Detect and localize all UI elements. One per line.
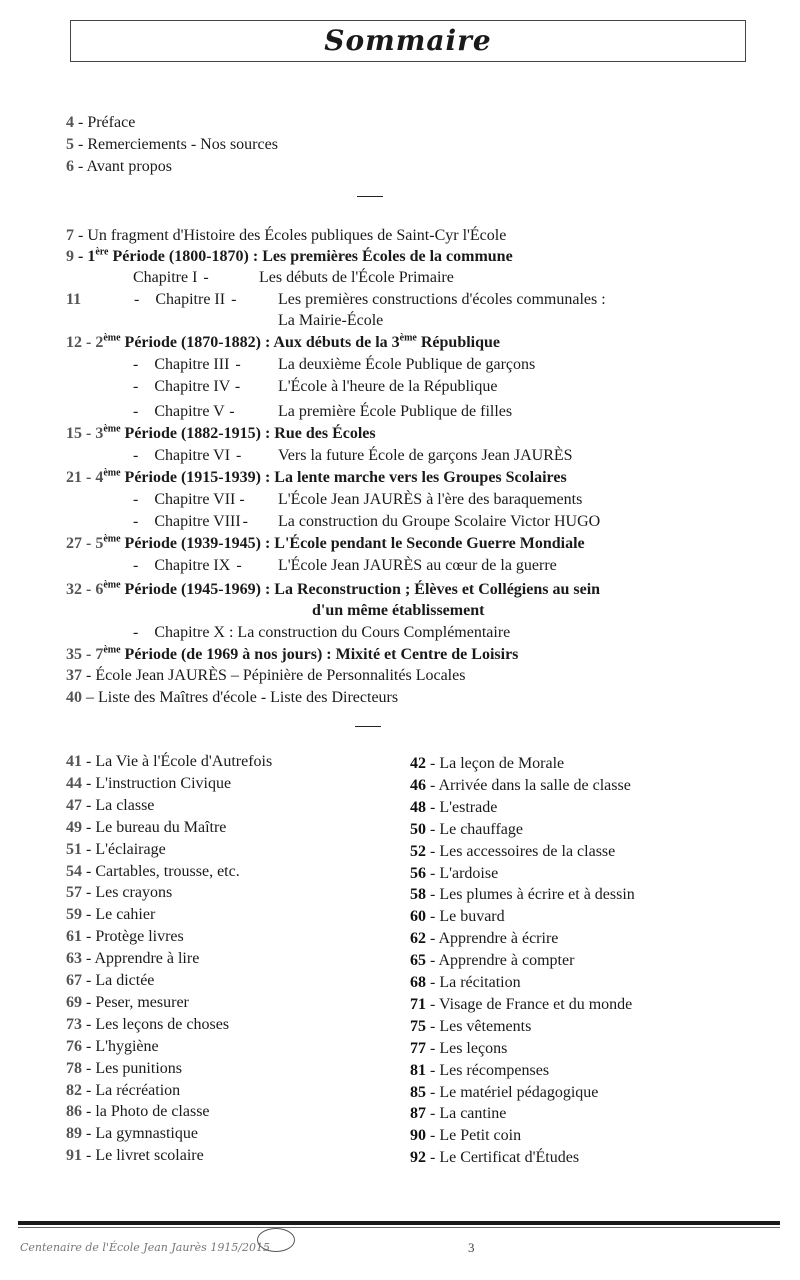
toc-label: Les accessoires de la classe [439, 842, 616, 860]
chapter-separator: - [234, 378, 241, 395]
toc-separator: - [74, 227, 88, 244]
chapter-label: L'École Jean JAURÈS à l'ère des baraquements [278, 491, 583, 508]
toc-label: L'hygiène [95, 1037, 159, 1055]
toc-entry[interactable] [410, 1083, 598, 1103]
toc-label: Le Petit coin [439, 1127, 522, 1145]
toc-separator: - [74, 248, 88, 265]
toc-entry[interactable] [410, 885, 635, 905]
toc-separator: - [426, 952, 439, 970]
chapter-entry[interactable]: - Chapitre VIII - La construction du Groupe Scolaire Victor HUGO [133, 513, 601, 530]
toc-page-number: 91 [66, 1147, 82, 1165]
toc-entry[interactable] [410, 1148, 579, 1168]
toc-entry[interactable] [66, 862, 240, 882]
toc-entry[interactable] [66, 1059, 182, 1079]
period-ordinal: ème [103, 579, 121, 591]
toc-separator: - [426, 995, 440, 1013]
toc-label: Liste des Maîtres d'école - Liste des Directeurs [98, 689, 399, 706]
chapter-separator: - [235, 356, 241, 373]
toc-separator: - [426, 1149, 440, 1167]
toc-separator: - [82, 796, 96, 814]
period-number: 1 [87, 248, 96, 265]
toc-label: Arrivée dans la salle de classe [438, 776, 631, 794]
toc-separator: - [82, 840, 96, 858]
toc-label: Les récompenses [439, 1061, 550, 1079]
toc-page-number: 50 [410, 820, 426, 838]
chapter-label: : La construction du Cours Complémentaire [224, 624, 511, 641]
toc-entry[interactable] [410, 995, 632, 1015]
toc-page-number: 69 [66, 993, 82, 1011]
chapter-entry[interactable]: - Chapitre VII - L'École Jean JAURÈS à l'ère des baraquements [133, 491, 583, 508]
toc-page-number: 11 [66, 291, 82, 308]
toc-separator: - [82, 667, 96, 684]
chapter-label: Les débuts de l'École Primaire [259, 269, 454, 286]
toc-separator: - [82, 1125, 96, 1143]
period-label: Période (1870-1882) : Aux débuts de la 3 [120, 334, 400, 351]
toc-entry[interactable] [66, 226, 506, 246]
toc-page-number: 61 [66, 928, 82, 946]
toc-label: La Vie à l'École d'Autrefois [95, 753, 273, 770]
toc-label: la Photo de classe [95, 1103, 210, 1121]
toc-label: La récitation [439, 974, 521, 991]
chapter-separator: - [236, 557, 242, 574]
toc-label: Apprendre à écrire [438, 930, 559, 948]
toc-entry[interactable] [66, 1124, 198, 1144]
toc-label: Le Certificat d'Études [439, 1149, 580, 1167]
toc-entry[interactable] [66, 1015, 229, 1035]
chapter-label: L'École Jean JAURÈS au cœur de la guerre [278, 557, 557, 574]
toc-label: Apprendre à compter [438, 952, 575, 970]
section-divider [357, 196, 383, 197]
toc-entry[interactable] [66, 752, 272, 772]
section-divider [355, 726, 381, 727]
chapter-label: La construction du Groupe Scolaire Victor HUGO [278, 513, 601, 530]
toc-page-number: 59 [66, 906, 82, 924]
period-entry[interactable] [66, 534, 585, 554]
toc-label: Le chauffage [439, 820, 523, 838]
toc-page-number: 32 - 6 [66, 581, 104, 598]
toc-page-number: 47 [66, 796, 82, 814]
period-label-continued: d'un même établissement [312, 602, 485, 619]
period-ordinal: ème [103, 423, 121, 435]
toc-page-number: 57 [66, 884, 82, 902]
toc-page-number: 21 - 4 [66, 469, 104, 486]
period-ordinal: ème [103, 533, 121, 545]
toc-page-number: 68 [410, 974, 426, 991]
toc-page-number: 51 [66, 840, 82, 858]
period-label-end: République [416, 334, 501, 351]
toc-entry[interactable] [410, 754, 564, 774]
chapter-number: Chapitre I [133, 269, 198, 286]
chapter-number: Chapitre V [154, 403, 224, 420]
toc-entry[interactable] [410, 929, 558, 949]
chapter-entry[interactable]: - Chapitre X : La construction du Cours Complémentaire [133, 624, 511, 641]
toc-page-number: 67 [66, 972, 82, 989]
period-entry[interactable] [66, 247, 513, 267]
toc-separator: - [426, 1083, 440, 1101]
toc-separator: - [74, 114, 88, 131]
toc-separator: - [74, 158, 87, 175]
toc-page-number: 42 [410, 755, 426, 772]
toc-entry[interactable] [66, 818, 226, 838]
toc-entry[interactable] [410, 1104, 506, 1124]
toc-page-number: 86 [66, 1103, 82, 1121]
toc-label: Un fragment d'Histoire des Écoles publiques de Saint-Cyr l'École [87, 227, 507, 244]
period-entry[interactable] [66, 580, 600, 600]
chapter-entry[interactable]: - Chapitre VI - Vers la future École de garçons Jean JAURÈS [133, 447, 573, 464]
toc-label: Le cahier [95, 906, 156, 924]
toc-label: Protège livres [95, 928, 184, 946]
toc-entry[interactable] [410, 951, 574, 971]
chapter-separator: - [242, 513, 248, 530]
toc-separator: - [426, 1039, 440, 1057]
toc-page-number: 76 [66, 1037, 82, 1055]
toc-label: La dictée [95, 972, 155, 989]
republic-ordinal: ème [399, 332, 417, 344]
toc-separator: - [82, 774, 96, 792]
toc-page-number: 92 [410, 1149, 426, 1167]
school-logo-icon [257, 1228, 295, 1252]
toc-separator: - [82, 1147, 96, 1165]
period-entry[interactable] [66, 645, 518, 665]
toc-entry[interactable] [410, 864, 498, 884]
toc-page-number: 60 [410, 908, 426, 926]
chapter-label-continued: La Mairie-École [278, 312, 384, 329]
toc-page-number: 71 [410, 995, 426, 1013]
toc-label: Apprendre à lire [94, 950, 200, 968]
toc-entry[interactable] [410, 820, 523, 840]
toc-separator: - [82, 1103, 96, 1121]
toc-entry[interactable] [66, 113, 135, 133]
toc-entry[interactable] [410, 1039, 507, 1059]
toc-label: École Jean JAURÈS – Pépinière de Personnalités Locales [95, 667, 466, 684]
toc-entry[interactable] [410, 776, 631, 796]
toc-page-number: 5 [66, 136, 74, 153]
chapter-entry[interactable]: 11 - Chapitre II - Les premières constructions d'écoles communales : [66, 291, 606, 308]
chapter-number: Chapitre VI [154, 447, 231, 464]
toc-separator: - [426, 886, 440, 904]
toc-label: Visage de France et du monde [439, 995, 633, 1013]
period-ordinal: ère [95, 246, 109, 258]
toc-separator: - [82, 818, 96, 836]
chapter-separator: - [229, 403, 235, 420]
chapter-label: La deuxième École Publique de garçons [278, 356, 536, 373]
chapter-number: Chapitre IV [154, 378, 229, 395]
toc-entry[interactable] [66, 1146, 204, 1166]
toc-separator: - [426, 798, 440, 816]
toc-separator: - [426, 820, 440, 838]
period-label: Période (1800-1870) : Les premières Écoles de la commune [108, 248, 513, 265]
toc-entry[interactable] [410, 1061, 549, 1081]
period-label: Période (1939-1945) : L'École pendant le Seconde Guerre Mondiale [120, 535, 585, 552]
toc-label: La leçon de Morale [439, 755, 565, 772]
toc-page-number: 77 [410, 1039, 426, 1057]
footer-rule [18, 1221, 780, 1225]
chapter-entry[interactable]: - Chapitre IV - L'École à l'heure de la République [133, 378, 498, 395]
toc-label: Cartables, trousse, etc. [95, 862, 240, 880]
toc-page-number: 7 [66, 227, 74, 244]
period-label: Période (1882-1915) : Rue des Écoles [120, 425, 376, 442]
toc-separator: - [426, 1061, 440, 1079]
toc-separator: - [426, 755, 440, 772]
toc-label: Les plumes à écrire et à dessin [439, 886, 635, 904]
toc-separator: - [82, 862, 96, 880]
toc-separator: - [82, 1081, 96, 1099]
toc-label: Les vêtements [439, 1017, 532, 1035]
toc-page-number: 52 [410, 842, 426, 860]
toc-label: Avant propos [86, 158, 172, 175]
chapter-entry[interactable]: - Chapitre III - La deuxième École Publique de garçons [133, 356, 536, 373]
toc-label: La gymnastique [95, 1125, 198, 1143]
toc-label: La classe [95, 796, 155, 814]
chapter-label: Vers la future École de garçons Jean JAURÈS [278, 447, 573, 464]
toc-label: La récréation [95, 1081, 181, 1099]
toc-separator: – [82, 689, 98, 706]
toc-label: L'instruction Civique [95, 774, 232, 792]
toc-entry[interactable] [410, 1126, 521, 1146]
toc-page-number: 35 - 7 [66, 646, 104, 663]
toc-separator: - [426, 864, 440, 882]
toc-page-number: 27 - 5 [66, 535, 104, 552]
toc-separator: - [426, 1105, 440, 1123]
period-ordinal: ème [103, 644, 121, 656]
period-label: Période (1915-1939) : La lente marche vers les Groupes Scolaires [120, 469, 567, 486]
toc-page-number: 40 [66, 689, 82, 706]
toc-entry[interactable] [66, 774, 231, 794]
toc-entry[interactable] [410, 798, 497, 818]
toc-separator: - [82, 1015, 96, 1033]
toc-entry[interactable] [66, 905, 155, 925]
period-entry[interactable] [66, 424, 376, 444]
toc-page-number: 82 [66, 1081, 82, 1099]
toc-page-number: 44 [66, 774, 82, 792]
toc-separator: - [426, 908, 440, 926]
chapter-number: Chapitre IX [154, 557, 231, 574]
footer-rule-thin [18, 1227, 780, 1228]
toc-label: Le bureau du Maître [95, 818, 227, 836]
chapter-entry[interactable] [133, 268, 454, 288]
chapter-number: Chapitre X [154, 624, 225, 641]
toc-entry[interactable] [66, 927, 184, 947]
chapter-number: Chapitre VIII [154, 513, 241, 530]
toc-label: L'éclairage [95, 840, 166, 858]
toc-separator: - [74, 136, 88, 153]
toc-entry[interactable] [410, 842, 615, 862]
chapter-number: Chapitre VII [154, 491, 236, 508]
toc-entry[interactable] [66, 157, 172, 177]
toc-page-number: 89 [66, 1125, 82, 1143]
toc-label: L'ardoise [439, 864, 499, 882]
toc-page-number: 87 [410, 1105, 426, 1123]
toc-separator: - [426, 776, 439, 794]
toc-page-number: 41 [66, 753, 82, 770]
toc-separator: - [82, 1037, 96, 1055]
toc-page-number: 81 [410, 1061, 426, 1079]
toc-separator: - [82, 906, 96, 924]
period-entry[interactable] [66, 333, 500, 353]
chapter-entry[interactable]: - Chapitre V - La première École Publique de filles [133, 403, 513, 420]
toc-page-number: 37 [66, 667, 82, 684]
toc-label: Le matériel pédagogique [439, 1083, 599, 1101]
chapter-label: La première École Publique de filles [278, 403, 513, 420]
toc-page-number: 12 - 2 [66, 334, 104, 351]
footer-title: Centenaire de l'École Jean Jaurès 1915/2015 [20, 1241, 271, 1254]
toc-page-number: 6 [66, 158, 74, 175]
toc-separator: - [82, 950, 95, 968]
chapter-label: L'École à l'heure de la République [278, 378, 498, 395]
toc-page-number: 73 [66, 1015, 82, 1033]
period-entry[interactable] [66, 468, 567, 488]
chapter-separator: - [239, 491, 245, 508]
chapter-number: Chapitre III [154, 356, 230, 373]
chapter-separator: - [231, 291, 237, 308]
toc-separator: - [82, 928, 96, 946]
toc-label: La cantine [439, 1105, 507, 1123]
toc-entry[interactable] [66, 883, 172, 903]
period-ordinal: ème [103, 467, 121, 479]
toc-separator: - [82, 884, 96, 902]
chapter-separator: - [203, 269, 209, 286]
toc-label: Le buvard [439, 908, 505, 926]
toc-separator: - [82, 753, 96, 770]
toc-entry[interactable] [66, 949, 199, 969]
toc-label: Les leçons de choses [95, 1015, 230, 1033]
toc-page-number: 65 [410, 952, 426, 970]
toc-entry[interactable] [410, 907, 505, 927]
toc-separator: - [426, 842, 440, 860]
toc-entry[interactable] [66, 688, 398, 708]
toc-entry[interactable] [66, 1037, 159, 1057]
toc-entry[interactable] [410, 973, 521, 993]
toc-separator: - [426, 1017, 440, 1035]
toc-page-number: 49 [66, 818, 82, 836]
toc-separator: - [426, 974, 440, 991]
toc-page-number: 48 [410, 798, 426, 816]
toc-page-number: 4 [66, 114, 74, 131]
toc-page-number: 90 [410, 1127, 426, 1145]
toc-separator: - [82, 993, 96, 1011]
toc-label: Les leçons [439, 1039, 508, 1057]
title-box [70, 20, 746, 62]
period-ordinal: ème [103, 332, 121, 344]
toc-entry[interactable] [66, 1102, 210, 1122]
toc-page-number: 62 [410, 930, 426, 948]
toc-entry[interactable] [66, 135, 278, 155]
toc-entry[interactable] [66, 666, 465, 686]
chapter-entry[interactable]: - Chapitre IX - L'École Jean JAURÈS au cœur de la guerre [133, 557, 557, 574]
toc-label: L'estrade [439, 798, 498, 816]
toc-label: Le livret scolaire [95, 1147, 204, 1165]
toc-label: Remerciements - Nos sources [87, 136, 278, 153]
toc-entry[interactable] [66, 796, 154, 816]
chapter-number: Chapitre II [155, 291, 226, 308]
toc-separator: - [426, 930, 439, 948]
toc-page-number: 63 [66, 950, 82, 968]
toc-entry[interactable] [66, 840, 166, 860]
toc-page-number: 56 [410, 864, 426, 882]
page-title: Sommaire [324, 24, 492, 57]
period-label: Période (de 1969 à nos jours) : Mixité et Centre de Loisirs [120, 646, 519, 663]
toc-page-number: 85 [410, 1083, 426, 1101]
page-number: 3 [468, 1240, 475, 1255]
toc-page-number: 46 [410, 776, 426, 794]
toc-page-number: 9 [66, 248, 74, 265]
toc-label: Peser, mesurer [95, 993, 189, 1011]
toc-label: Préface [87, 114, 136, 131]
chapter-label: Les premières constructions d'écoles communales : [278, 291, 606, 308]
toc-label: Les punitions [95, 1059, 182, 1077]
chapter-separator: - [236, 447, 242, 464]
toc-entry[interactable] [410, 1017, 531, 1037]
toc-page-number: 54 [66, 862, 82, 880]
toc-separator: - [426, 1127, 440, 1145]
toc-separator: - [82, 972, 96, 989]
toc-entry[interactable] [66, 1081, 180, 1101]
toc-label: Les crayons [95, 884, 173, 902]
toc-entry[interactable] [66, 993, 189, 1013]
toc-page-number: 78 [66, 1059, 82, 1077]
toc-page-number: 58 [410, 886, 426, 904]
toc-page-number: 75 [410, 1017, 426, 1035]
toc-separator: - [82, 1059, 96, 1077]
toc-entry[interactable] [66, 971, 154, 991]
period-label: Période (1945-1969) : La Reconstruction ; Élèves et Collégiens au sein [120, 581, 601, 598]
toc-page-number: 15 - 3 [66, 425, 104, 442]
